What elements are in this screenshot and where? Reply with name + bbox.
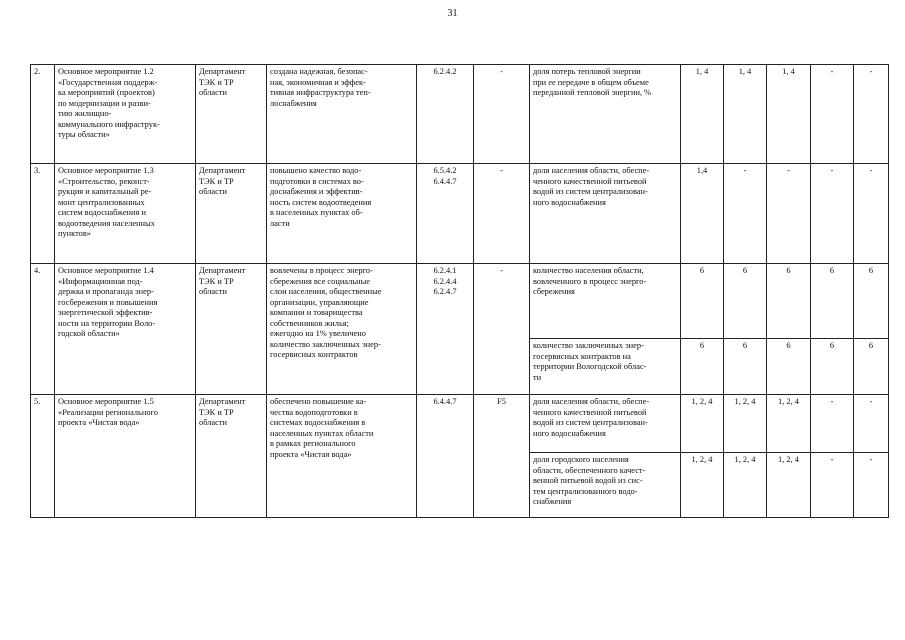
indicator-value: 1, 2, 4 xyxy=(681,453,724,518)
indicator-value: 1, 4 xyxy=(681,65,724,164)
indicator-value: - xyxy=(854,395,889,453)
indicator-value: 6 xyxy=(854,264,889,339)
indicator-value: - xyxy=(724,164,767,264)
regional-project: - xyxy=(474,264,530,395)
indicator-value: - xyxy=(854,164,889,264)
indicator-value: 1, 2, 4 xyxy=(681,395,724,453)
indicator-value: 6 xyxy=(724,339,767,395)
department: Департамент ТЭК и ТР области xyxy=(196,65,267,164)
indicator-value: 6 xyxy=(681,339,724,395)
department: Департамент ТЭК и ТР области xyxy=(196,264,267,395)
indicator-value: - xyxy=(811,164,854,264)
indicator-value: 1, 2, 4 xyxy=(767,453,811,518)
expected-result: обеспечено повышение ка- чества водоподготовки в системах водоснабжения в населенных пунктах области в рамках регионального проекта «Чистая вода» xyxy=(267,395,417,518)
row-number: 2. xyxy=(31,65,55,164)
indicator-text: количество населения области, вовлеченного в процесс энерго- сбережения xyxy=(530,264,681,339)
regional-project: - xyxy=(474,164,530,264)
expected-result: вовлечены в процесс энерго- сбережения все социальные слои населения, общественные организации, управляющие компании и товарищества собственников жилья; ежегодно на 1% увеличено количество заключенных энер- госервисных контрактов xyxy=(267,264,417,395)
indicator-value: 1,4 xyxy=(681,164,724,264)
department: Департамент ТЭК и ТР области xyxy=(196,164,267,264)
indicator-value: 6 xyxy=(811,339,854,395)
expected-result: создана надежная, безопас- ная, экономичная и эффек- тивная инфраструктура теп- лоснабжения xyxy=(267,65,417,164)
indicator-text: доля населения области, обеспе- ченного качественной питьевой водой из систем централизован- ного водоснабжения xyxy=(530,164,681,264)
measures-table xyxy=(30,64,889,518)
indicator-value: - xyxy=(854,65,889,164)
row-number: 3. xyxy=(31,164,55,264)
table-row xyxy=(31,164,889,264)
measure-name: Основное мероприятие 1.3 «Строительство, реконст- рукция и капитальный ре- монт централизованных систем водоснабжения и водоотведения населенных пунктов» xyxy=(55,164,196,264)
table-row xyxy=(31,264,889,339)
indicator-text: доля потерь тепловой энергии при ее передаче в общем объеме переданной тепловой энергии, % xyxy=(530,65,681,164)
regional-project: F5 xyxy=(474,395,530,518)
program-code: 6.2.4.2 xyxy=(417,65,474,164)
row-number: 4. xyxy=(31,264,55,395)
indicator-value: 6 xyxy=(811,264,854,339)
indicator-text: доля городского населения области, обеспеченного качест- венной питьевой водой из сис- тем централизованного водо- снабжения xyxy=(530,453,681,518)
page-number: 31 xyxy=(447,8,458,19)
table-row xyxy=(31,65,889,164)
department: Департамент ТЭК и ТР области xyxy=(196,395,267,518)
indicator-value: 6 xyxy=(767,339,811,395)
measure-name: Основное мероприятие 1.2 «Государственная поддерж- ка мероприятий (проектов) по модернизации и разви- тию жилищно- коммунального инфраструк- туры области» xyxy=(55,65,196,164)
measure-name: Основное мероприятие 1.4 «Информационная под- держка и пропаганда энер- госбережения и повышения энергетической эффектив- ности на территории Воло- годской области» xyxy=(55,264,196,395)
indicator-value: - xyxy=(811,453,854,518)
indicator-value: 1, 4 xyxy=(767,65,811,164)
program-code: 6.5.4.2 6.4.4.7 xyxy=(417,164,474,264)
indicator-text: доля населения области, обеспе- ченного качественной питьевой водой из систем централизован- ного водоснабжения xyxy=(530,395,681,453)
indicator-value: 1, 2, 4 xyxy=(724,395,767,453)
program-code: 6.2.4.1 6.2.4.4 6.2.4.7 xyxy=(417,264,474,395)
program-code: 6.4.4.7 xyxy=(417,395,474,518)
expected-result: повышено качество водо- подготовки в системах во- доснабжения и эффектив- ность систем водоотведения в населенных пунктах об- ласти xyxy=(267,164,417,264)
indicator-value: 6 xyxy=(724,264,767,339)
indicator-value: 1, 2, 4 xyxy=(767,395,811,453)
indicator-value: - xyxy=(854,453,889,518)
indicator-value: - xyxy=(767,164,811,264)
measure-name: Основное мероприятие 1.5 «Реализации регионального проекта «Чистая вода» xyxy=(55,395,196,518)
indicator-text: количество заключенных энер- госервисных контрактов на территории Вологодской облас- ти xyxy=(530,339,681,395)
indicator-value: 1, 2, 4 xyxy=(724,453,767,518)
indicator-value: 6 xyxy=(681,264,724,339)
indicator-value: 6 xyxy=(767,264,811,339)
indicator-value: 6 xyxy=(854,339,889,395)
row-number: 5. xyxy=(31,395,55,518)
indicator-value: - xyxy=(811,395,854,453)
indicator-value: 1, 4 xyxy=(724,65,767,164)
table-row xyxy=(31,395,889,453)
regional-project: - xyxy=(474,65,530,164)
indicator-value: - xyxy=(811,65,854,164)
